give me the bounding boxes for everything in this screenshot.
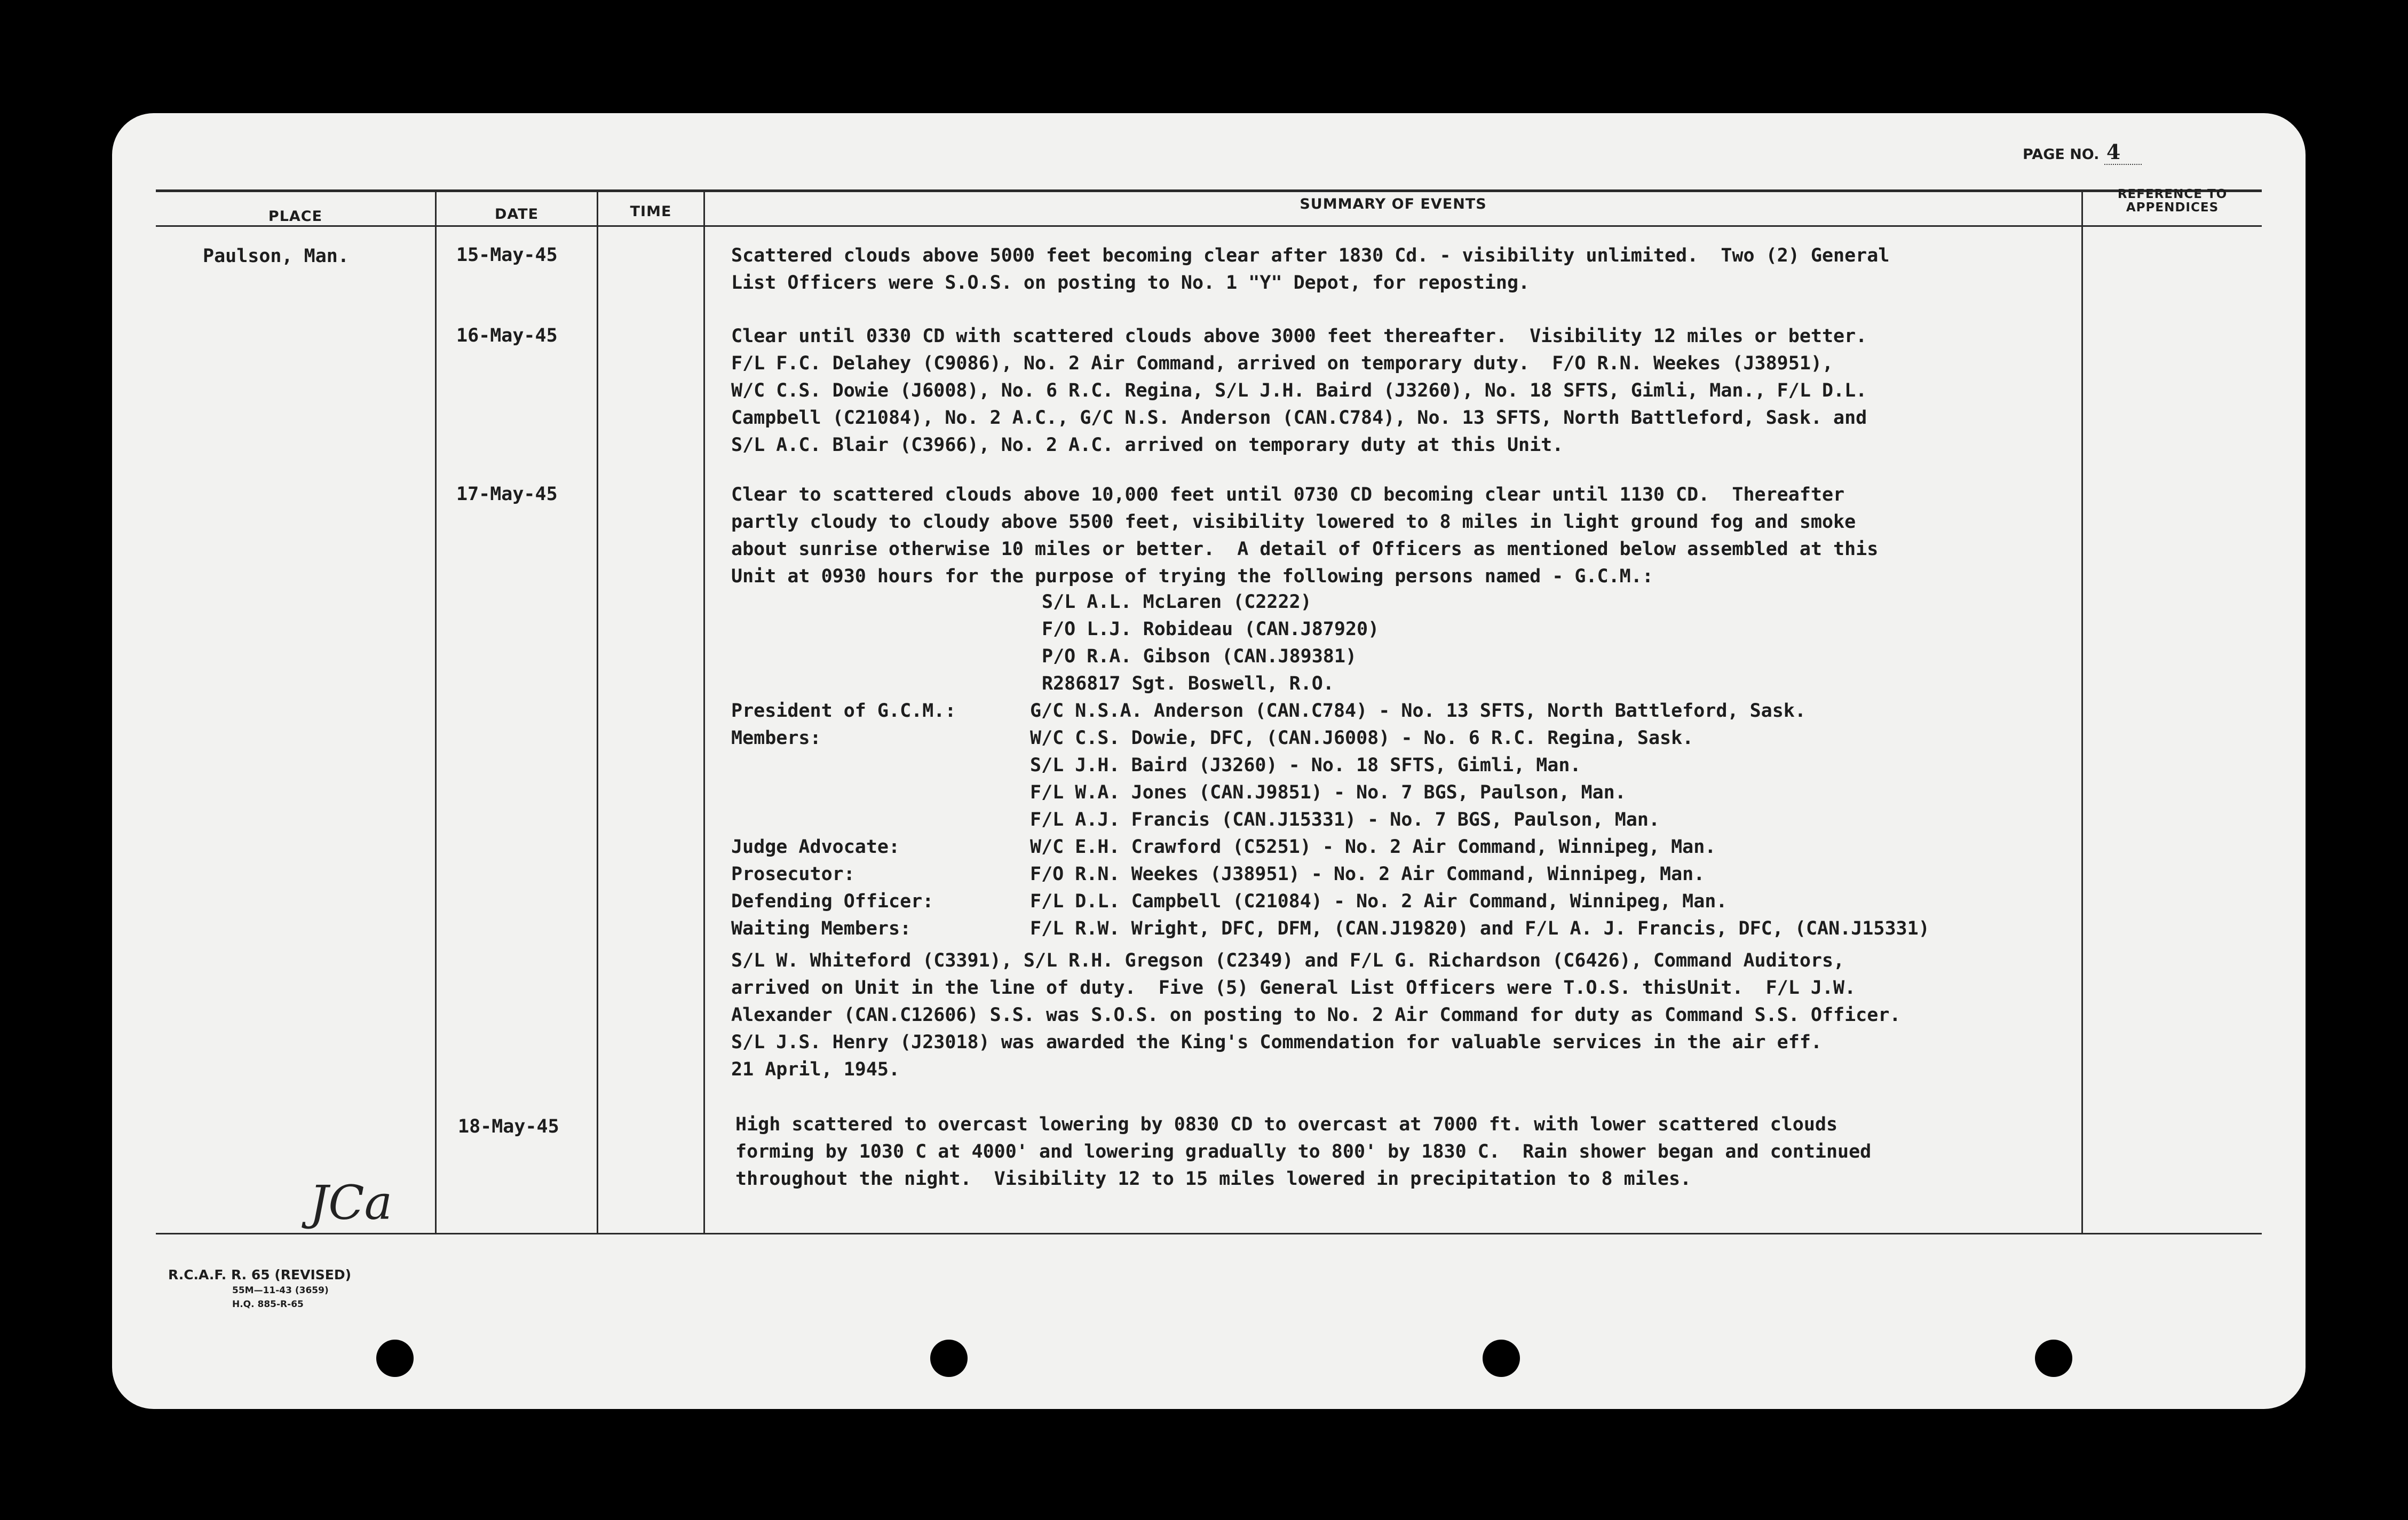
column-header-time: TIME [630,203,672,220]
column-header-reference: REFERENCE TO APPENDICES [2117,187,2228,215]
header-top-rule [156,189,2262,192]
binder-hole [2035,1340,2072,1377]
place-cell: Paulson, Man. [203,246,349,267]
binder-hole [376,1340,414,1377]
place-date-divider [435,189,437,1234]
form-id-line3: H.Q. 885-R-65 [232,1299,304,1310]
column-header-date: DATE [494,206,539,223]
summary-reference-divider [2081,189,2083,1234]
page-number [2023,140,2142,164]
date-cell-15-may: 15-May-45 [456,244,558,266]
entry-17-may-text: Clear to scattered clouds above 10,000 feet until 0730 CD becoming clear until 1130 CD. Thereafter partly cloudy to cloudy above 5500 feet, visibility lowered to 8 miles in light ground fog and smoke about sunrise otherwise 10 miles or better. A detail of Officers as mentioned below assembled at this Unit at 0930 hours for the purpose of trying the following persons named - G.C.M.: [731,484,1879,587]
page-number-value: 4 [2104,140,2142,165]
entry-15-may-text: Scattered clouds above 5000 feet becoming clear after 1830 Cd. - visibility unlimited. Two (2) General List Officers were S.O.S. on posting to No. 1 "Y" Depot, for reposting. [731,245,1890,294]
column-header-summary: SUMMARY OF EVENTS [1300,196,1487,212]
date-cell-17-may: 17-May-45 [456,484,558,505]
form-id-line2: 55M—11-43 (3659) [232,1285,329,1296]
date-cell-16-may: 16-May-45 [456,325,558,346]
handwritten-initials: JCa [310,1175,393,1230]
page-number-label: PAGE NO. [2023,146,2100,163]
entry-16-may-text: Clear until 0330 CD with scattered clouds above 3000 feet thereafter. Visibility 12 miles or better. F/L F.C. Delahey (C9086), No. 2 Air Command, arrived on temporary duty. F/O R.N. Weekes (J38951), W/C C.S. Dowie (J6008), No. 6 R.C. Regina, S/L J.H. Baird (J3260), No. 18 SFTS, Gimli, Man., F/L D.L. Campbell (C21084), No. 2 A.C., G/C N.S. Anderson (CAN.C784), No. 13 SFTS, North Battleford, Sask. and S/L A.C. Blair (C3966), No. 2 A.C. arrived on temporary duty at this Unit. [731,326,1867,456]
form-sheet [112,113,2306,1409]
time-summary-divider [703,189,705,1234]
date-time-divider [597,189,598,1234]
court-member-values: G/C N.S.A. Anderson (CAN.C784) - No. 13 SFTS, North Battleford, Sask. W/C C.S. Dowie, DFC, (CAN.J6008) - No. 6 R.C. Regina, Sask. S/L J.H. Baird (J3260) - No. 18 SFTS, Gimli, Man. F/L W.A. Jones (CAN.J9851) - No. 7 BGS, Paulson, Man. F/L A.J. Francis (CAN.J15331) - No. 7 BGS, Paulson, Man. W/C E.H. Crawford (C5251) - No. 2 Air Command, Winnipeg, Man. F/O R.N. Weekes (J38951) - No. 2 Air Command, Winnipeg, Man. F/L D.L. Campbell (C21084) - No. 2 Air Command, Winnipeg, Man. F/L R.W. Wright, DFC, DFM, (CAN.J19820) and F/L A. J. Francis, DFC, (CAN.J15331) [1030,700,1930,939]
table-bottom-rule [156,1233,2262,1234]
entry-17-may-followup: S/L W. Whiteford (C3391), S/L R.H. Gregson (C2349) and F/L G. Richardson (C6426), Command Auditors, arrived on Unit in the line of duty. Five (5) General List Officers were T.O.S. thisUnit. F/L J.W. Alexander (CAN.C12606) S.S. was S.O.S. on posting to No. 2 Air Command for duty as Command S.S. Officer. S/L J.S. Henry (J23018) was awarded the King's Commendation for valuable services in the air eff. 21 April, 1945. [731,950,1901,1080]
binder-hole [930,1340,968,1377]
entry-18-may-text: High scattered to overcast lowering by 0830 CD to overcast at 7000 ft. with lower scattered clouds forming by 1030 C at 4000' and lowering gradually to 800' by 1830 C. Rain shower began and continued throughout the night. Visibility 12 to 15 miles lowered in precipitation to 8 miles. [735,1114,1872,1190]
header-bottom-rule [156,225,2262,227]
form-id-line1: R.C.A.F. R. 65 (REVISED) [168,1267,352,1282]
court-member-labels: President of G.C.M.: Members: Judge Advocate: Prosecutor: Defending Officer: Waiting Members: [731,700,956,939]
accused-list: S/L A.L. McLaren (C2222) F/O L.J. Robideau (CAN.J87920) P/O R.A. Gibson (CAN.J89381) R286817 Sgt. Boswell, R.O. [1042,591,1380,694]
binder-hole [1483,1340,1520,1377]
column-header-place: PLACE [268,208,323,225]
date-cell-18-may: 18-May-45 [458,1116,559,1137]
